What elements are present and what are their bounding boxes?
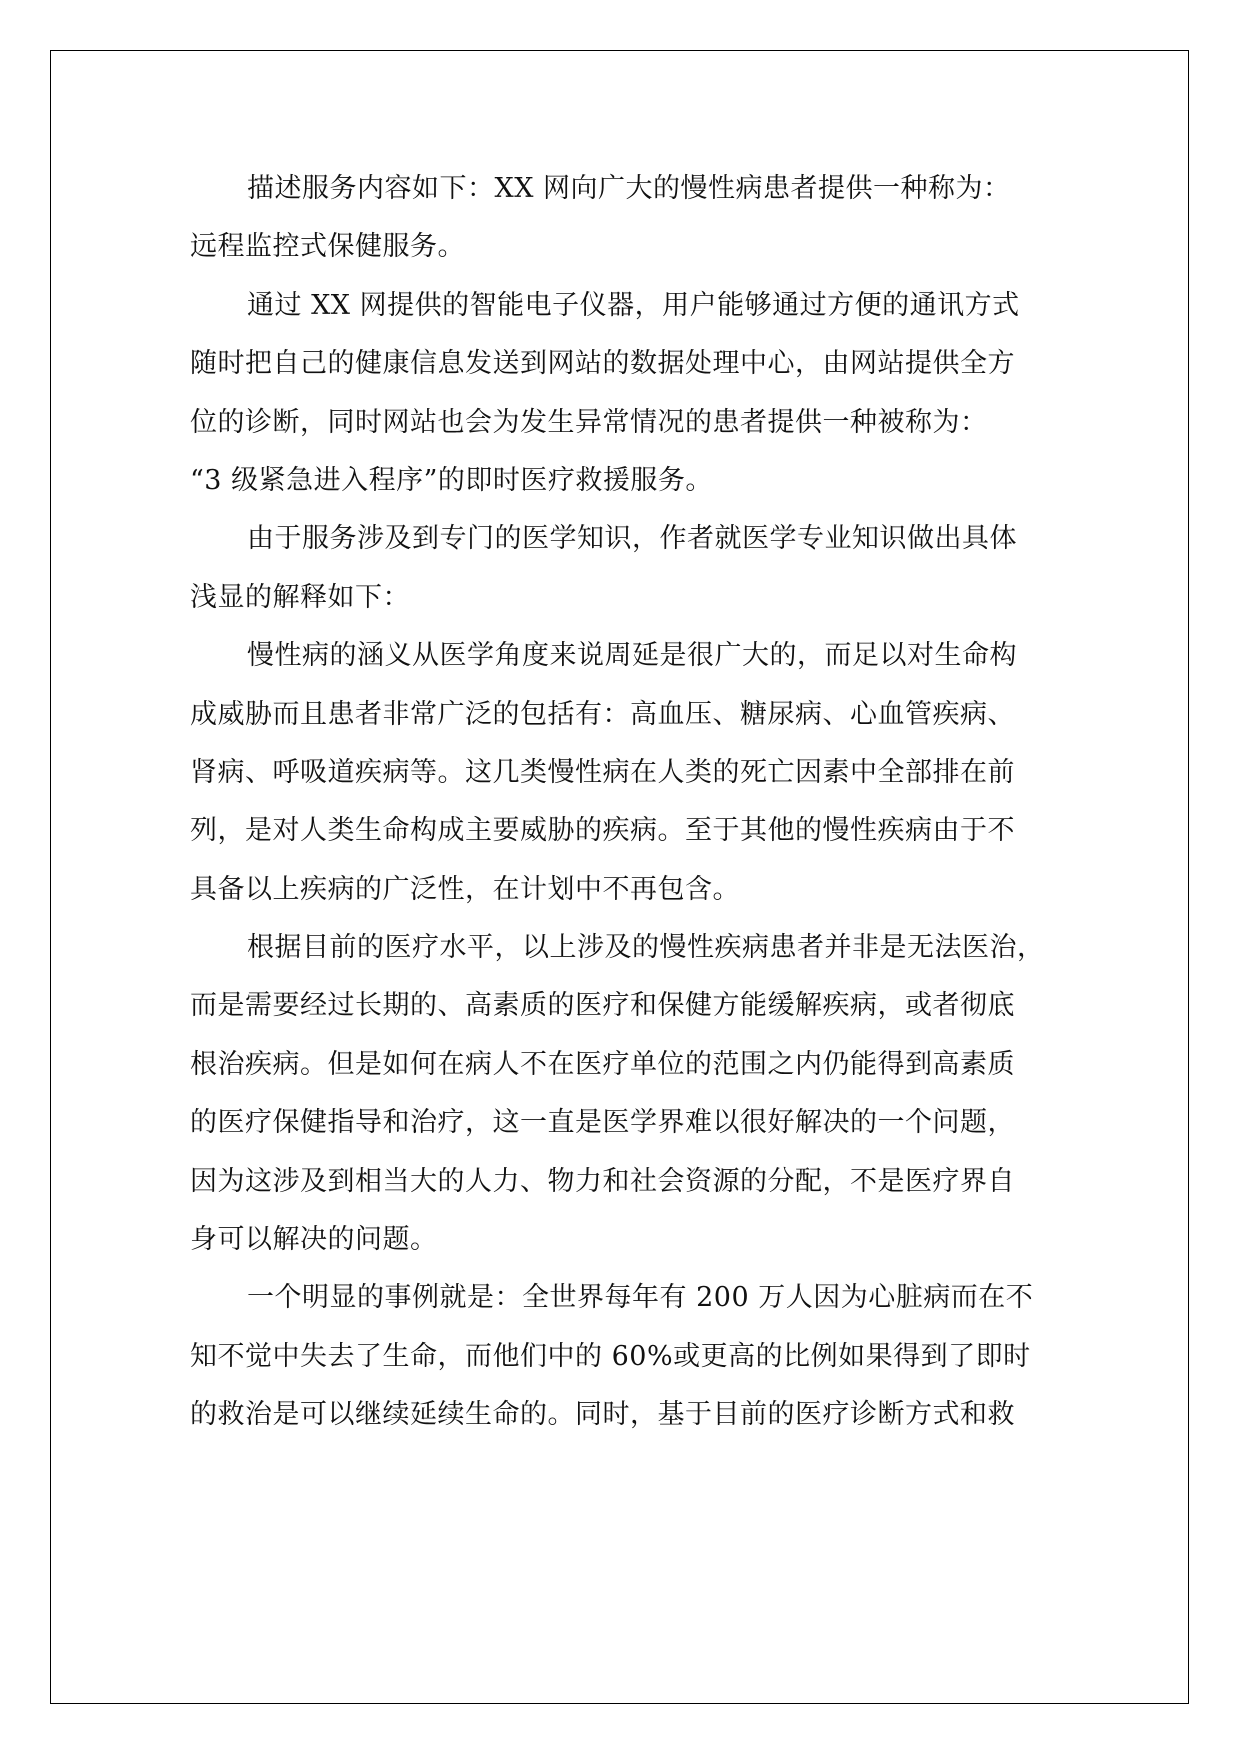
- text-line: 肾病、呼吸道疾病等。这几类慢性病在人类的死亡因素中全部排在前: [190, 756, 1015, 788]
- text-line: 身可以解决的问题。: [190, 1224, 438, 1256]
- text-line: 浅显的解释如下：: [190, 581, 410, 613]
- text-line: 描述服务内容如下：XX 网向广大的慢性病患者提供一种称为：: [247, 173, 1011, 204]
- text-line: “3 级紧急进入程序”的即时医疗救援服务。: [190, 464, 713, 496]
- text-line: 知不觉中失去了生命，而他们中的 60%或更高的比例如果得到了即时: [190, 1340, 1031, 1372]
- text-line: 位的诊断，同时网站也会为发生异常情况的患者提供一种被称为：: [190, 406, 988, 438]
- text-line: 因为这涉及到相当大的人力、物力和社会资源的分配，不是医疗界自: [190, 1165, 1015, 1197]
- text-line: 远程监控式保健服务。: [190, 231, 465, 263]
- text-line: 由于服务涉及到专门的医学知识，作者就医学专业知识做出具体: [247, 523, 1017, 555]
- text-line: 通过 XX 网提供的智能电子仪器，用户能够通过方便的通讯方式: [247, 289, 1020, 321]
- text-line: 随时把自己的健康信息发送到网站的数据处理中心，由网站提供全方: [190, 348, 1015, 380]
- text-line: 具备以上疾病的广泛性，在计划中不再包含。: [190, 873, 740, 905]
- text-line: 而是需要经过长期的、高素质的医疗和保健方能缓解疾病，或者彻底: [190, 990, 1015, 1022]
- text-line: 的医疗保健指导和治疗，这一直是医学界难以很好解决的一个问题，: [190, 1107, 1015, 1139]
- text-line: 的救治是可以继续延续生命的。同时，基于目前的医疗诊断方式和救: [190, 1399, 1015, 1431]
- text-line: 列，是对人类生命构成主要威胁的疾病。至于其他的慢性疾病由于不: [190, 815, 1015, 847]
- text-line: 根治疾病。但是如何在病人不在医疗单位的范围之内仍能得到高素质: [190, 1048, 1015, 1080]
- text-line: 成威胁而且患者非常广泛的包括有：高血压、糖尿病、心血管疾病、: [190, 698, 1015, 730]
- text-line: 一个明显的事例就是：全世界每年有 200 万人因为心脏病而在不: [247, 1282, 1034, 1314]
- document-body: [190, 160, 1065, 1445]
- text-line: 慢性病的涵义从医学角度来说周延是很广大的，而足以对生命构: [247, 640, 1017, 672]
- text-line: 根据目前的医疗水平，以上涉及的慢性疾病患者并非是无法医治，: [247, 932, 1045, 964]
